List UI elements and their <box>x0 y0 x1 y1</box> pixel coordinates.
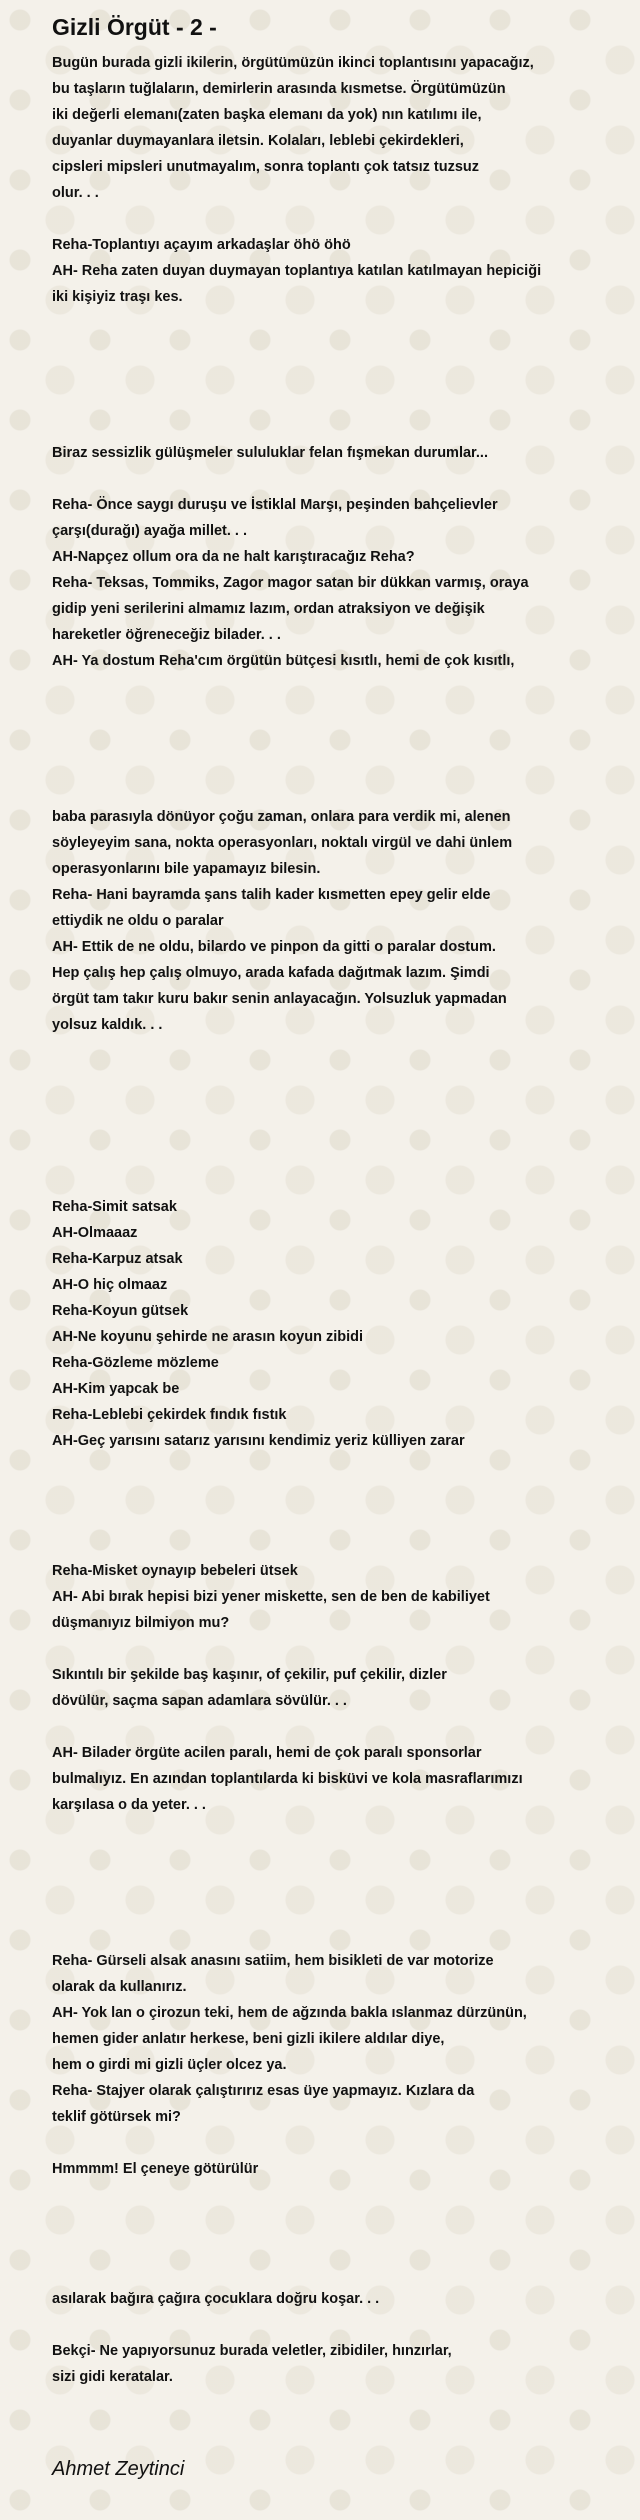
poem-line: örgüt tam takır kuru bakır senin anlayacağın. Yolsuzluk yapmadan <box>52 991 507 1007</box>
poem-line: AH-Napçez ollum ora da ne halt karıştıracağız Reha? <box>52 549 415 565</box>
blank-line <box>52 778 612 804</box>
poem-line: AH-Kim yapcak be <box>52 1381 180 1397</box>
poem-line: operasyonlarını bile yapamayız bilesin. <box>52 861 321 877</box>
poem-line: çarşı(durağı) ayağa millet. . . <box>52 523 248 539</box>
poem-line: ettiydik ne oldu o paralar <box>52 913 224 929</box>
blank-line <box>52 466 612 492</box>
blank-line <box>52 1454 612 1480</box>
poem-line: Reha- Teksas, Tommiks, Zagor magor satan bir dükkan varmış, oraya <box>52 575 529 591</box>
blank-line <box>52 1064 612 1090</box>
blank-line <box>52 414 612 440</box>
poem-line: Reha-Simit satsak <box>52 1199 177 1215</box>
poem-line: iki değerli elemanı(zaten başka elemanı da yok) nın katılımı ile, <box>52 107 482 123</box>
poem-line: AH- Reha zaten duyan duymayan toplantıya katılan katılmayan hepiciği <box>52 263 542 279</box>
poem-line: Hep çalış hep çalış olmuyo, arada kafada dağıtmak lazım. Şimdi <box>52 965 490 981</box>
blank-line <box>52 1844 612 1870</box>
blank-line <box>52 2208 612 2234</box>
poem-line: Reha-Leblebi çekirdek fındık fıstık <box>52 1407 287 1423</box>
poem-line: Biraz sessizlik gülüşmeler sululuklar felan fışmekan durumlar... <box>52 445 488 461</box>
blank-line <box>52 1818 612 1844</box>
poem-line: hemen gider anlatır herkese, beni gizli ikilere aldılar diye, <box>52 2031 445 2047</box>
poem-line: cipsleri mipsleri unutmayalım, sonra toplantı çok tatsız tuzsuz <box>52 159 480 175</box>
poem-line: asılarak bağıra çağıra çocuklara doğru koşar. . . <box>52 2291 380 2307</box>
poem-line: Reha-Misket oynayıp bebeleri ütsek <box>52 1563 298 1579</box>
blank-line <box>52 1038 612 1064</box>
poem-line: AH-Geç yarısını satarız yarısını kendimiz yeriz külliyen zarar <box>52 1433 465 1449</box>
poem-line: Reha- Stajyer olarak çalıştırırız esas üye yapmayız. Kızlara da <box>52 2083 475 2099</box>
blank-line <box>52 206 612 232</box>
poem-line: AH-O hiç olmaaz <box>52 1277 168 1293</box>
blank-line <box>52 310 612 336</box>
author-name[interactable]: Ahmet Zeytinci <box>52 2458 185 2480</box>
blank-line <box>52 1506 612 1532</box>
poem-line: Reha-Toplantıyı açayım arkadaşlar öhö öhö <box>52 237 351 253</box>
poem-line: hem o girdi mi gizli üçler olcez ya. <box>52 2057 287 2073</box>
blank-line <box>52 1896 612 1922</box>
poem-line: baba parasıyla dönüyor çoğu zaman, onlara para verdik mi, alenen <box>52 809 511 825</box>
poem-line: dövülür, saçma sapan adamlara sövülür. . . <box>52 1693 347 1709</box>
poem-line: bu taşların tuğlaların, demirlerin arasında kısmetse. Örgütümüzün <box>52 81 506 97</box>
poem-line: olur. . . <box>52 185 99 201</box>
blank-line <box>52 1870 612 1896</box>
poem-line: teklif götürsek mi? <box>52 2109 181 2125</box>
blank-line <box>52 336 612 362</box>
blank-line <box>52 1090 612 1116</box>
blank-line <box>52 1142 612 1168</box>
blank-line <box>52 388 612 414</box>
poem-line: olarak da kullanırız. <box>52 1979 187 1995</box>
poem-line: AH- Ettik de ne oldu, bilardo ve pinpon da gitti o paralar dostum. <box>52 939 496 955</box>
poem-line: Reha-Karpuz atsak <box>52 1251 183 1267</box>
blank-line <box>52 1116 612 1142</box>
poem-line: Sıkıntılı bir şekilde baş kaşınır, of çekilir, puf çekilir, dizler <box>52 1667 447 1683</box>
blank-line <box>52 1636 612 1662</box>
poem-line: sizi gidi keratalar. <box>52 2369 173 2385</box>
blank-line <box>52 726 612 752</box>
blank-line <box>52 1480 612 1506</box>
poem-line: Reha-Koyun gütsek <box>52 1303 189 1319</box>
poem-title: Gizli Örgüt - 2 - <box>52 14 217 40</box>
poem-line: AH- Ya dostum Reha'cım örgütün bütçesi kısıtlı, hemi de çok kısıtlı, <box>52 653 515 669</box>
poem-line: Reha- Gürseli alsak anasını satiim, hem bisikleti de var motorize <box>52 1953 494 1969</box>
blank-line <box>52 1532 612 1558</box>
poem-body <box>52 50 612 2390</box>
poem-line: AH-Ne koyunu şehirde ne arasın koyun zibidi <box>52 1329 364 1345</box>
poem-line: bulmalıyız. En azından toplantılarda ki bisküvi ve kola masraflarımızı <box>52 1771 523 1787</box>
poem-line: AH- Yok lan o çirozun teki, hem de ağzında bakla ıslanmaz dürzünün, <box>52 2005 527 2021</box>
poem-line: Reha- Hani bayramda şans talih kader kısmetten epey gelir elde <box>52 887 491 903</box>
blank-line <box>52 2182 612 2208</box>
poem-line: düşmanıyız bilmiyon mu? <box>52 1615 230 1631</box>
blank-line <box>52 674 612 700</box>
blank-line <box>52 2234 612 2260</box>
poem-line: Hmmmm! El çeneye götürülür <box>52 2161 259 2177</box>
poem-line: AH- Abi bırak hepisi bizi yener miskette, sen de ben de kabiliyet <box>52 1589 490 1605</box>
poem-line: duyanlar duymayanlara iletsin. Kolaları, leblebi çekirdekleri, <box>52 133 464 149</box>
blank-line <box>52 1714 612 1740</box>
poem-line: Bekçi- Ne yapıyorsunuz burada veletler, zibidiler, hınzırlar, <box>52 2343 452 2359</box>
poem-line: hareketler öğreneceğiz bilader. . . <box>52 627 281 643</box>
blank-line <box>52 1168 612 1194</box>
poem-line: karşılasa o da yeter. . . <box>52 1797 206 1813</box>
blank-line <box>52 700 612 726</box>
poem-line: gidip yeni serilerini almamız lazım, ordan atraksiyon ve değişik <box>52 601 485 617</box>
poem-line: Bugün burada gizli ikilerin, örgütümüzün ikinci toplantısını yapacağız, <box>52 55 534 71</box>
blank-line <box>52 1922 612 1948</box>
blank-line <box>52 362 612 388</box>
poem-line: iki kişiyiz traşı kes. <box>52 289 183 305</box>
poem-line: Reha- Önce saygı duruşu ve İstiklal Marşı, peşinden bahçelievler <box>52 497 498 513</box>
poem-line: AH- Bilader örgüte acilen paralı, hemi de çok paralı sponsorlar <box>52 1745 482 1761</box>
blank-line <box>52 2260 612 2286</box>
poem-line: söyleyeyim sana, nokta operasyonları, noktalı virgül ve dahi ünlem <box>52 835 513 851</box>
poem-line: AH-Olmaaaz <box>52 1225 138 1241</box>
blank-line <box>52 2312 612 2338</box>
poem-line: Reha-Gözleme mözleme <box>52 1355 219 1371</box>
blank-line <box>52 752 612 778</box>
poem-line: yolsuz kaldık. . . <box>52 1017 163 1033</box>
blank-line <box>52 2130 612 2156</box>
